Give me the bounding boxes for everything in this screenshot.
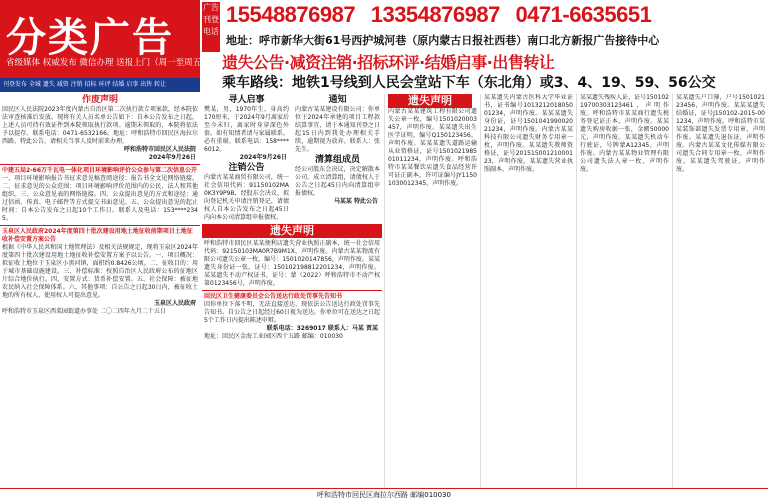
notice-text: 某某遗失户口簿，户号150102123456，声明作废。某某某遗失结婚证，证号J150102-2015-001234，声明作废。呼和浩特市某某装饰部遗失发票专用章，声明作废。某某遗失退伍证，声明作废。内蒙古某某文化传媒有限公司遗失合同专用章一枚，声明作废。某某遗失驾驶证，声明作废。 [676,94,765,173]
notice-text: 根据《中华人民共和国土地管理法》及相关法规规定，现将玉泉区2024年度第四十批次建设用地土地征收补偿安置方案予以公告。一、项目概况：拟征收土地位于玉泉区小黑河镇，面积约0.8426公顷。二、征收目的：用于城市基础设施建设。三、补偿标准：按照自治区人民政府公布的征地区片综合地价执行。四、安置方式：货币补偿安置。五、社会保障：被征地农民纳入社会保障体系。六、其他事项：自公告之日起30日内，被征收土地的所有权人、使用权人可提出意见。 [2,244,198,299]
section-banner: 遗失声明 [202,224,382,238]
notice-text: 呼和浩特市回民区某某便利店遗失营业执照正副本，统一社会信用代码：92150103MA0R7B9M1X，声明作废。内蒙古某某物流有限公司遗失公章一枚，编号：1501020147856，声明作废。某某遗失身份证一张，证号：150102198812201234，声明作废。某某遗失不动产权证书，证号：蒙（2022）呼和浩特市不动产权第0123456号，声明作废。 [204,240,380,287]
section-title: 通知 [328,95,347,105]
subcolumn [293,94,382,222]
section-title: 清算组成员 [314,155,360,165]
notice-date: 2024年9月26日 [148,154,196,161]
logo-title: 分类广告 [6,14,174,61]
address-line: 地址：回民区金海工业园区西十五路 邮编：010030 [204,333,343,340]
notice-footer: 呼和浩特市玉泉区西菜园街道办事处 二〇二四年九月二十五日 [2,308,166,315]
notice-signature: 玉泉区人民政府 [153,300,196,307]
office-address: 地址：呼市新华大街61号西护城河巷（原内蒙古日报社西巷）南口北方新报广告接待中心 [226,34,660,47]
transit-route: 乘车路线：地铁1号线到人民会堂站下车（东北角）或3、4、19、59、56公交 [222,75,716,91]
notice-signature: 呼和浩特市回民区人民法院 [123,146,196,153]
section-banner: 遗失声明 [388,94,472,108]
notice-text: 一、项目环境影响报告书征求意见稿查阅途径：报告书全文见网络链接。二、征求意见的公众范围：项目环境影响评价范围内的公民、法人和其他组织。三、公众意见表的网络链接。四、公众提出意见的方式和途径：通过信函、传真、电子邮件等方式提交书面意见。五、公众提出意见的起止时间：自本公告发布之日起10个工作日。联系人及电话：153****2345。 [2,175,198,222]
lost-notice-grid [384,94,768,500]
notice-text: 某某遗失内蒙古医科大学毕业证书，证书编号101321201805001234，声明作废。某某某遗失身份证，证号150104199002021234，声明作废。内蒙古某某科技有限公司遗失财务专用章一枚，声明作废。某某遗失教师资格证，证号20151500121000123，声明作废。某某遗失营业执照副本，声明作废。 [484,94,573,173]
section-title: 中建五局2-66万千瓦电一体化项目环境影响评价公众参与第二次信息公开 [2,167,198,174]
middle-subcolumns [202,94,382,222]
phone-number: 13354876987 [370,2,500,27]
notice-text: 回民区人民法院2023年度内蒙古自治区第二次执行款专项案款，经本院依法审查核准后发放，现将有关人员名单公告如下：自本公告发布之日起，上述人员可持有效证件到本院领取执行款项。逾期未领取的，本院将依法予以提存。联系电话：0471-6532166，地址：呼和浩特市回民区海拉尔西路。特此公告，请相关当事人及时前来办理。 [2,106,198,145]
lost-notice-column [576,94,672,500]
notice-text: 内蒙古某某建筑工程有限公司遗失公章一枚，编号1501020003457，声明作废。某某遗失出生医学证明，编号Q150123456，声明作废。某某某遗失道路运输从业资格证，证号150102198501011234，声明作废。呼和浩特市某某餐饮店遗失食品经营许可证正副本，许可证编号JY11501030012345，声明作废。 [388,108,477,187]
phone-number: 0471-6635651 [515,2,652,27]
section-title: 作废声明 [81,95,118,105]
subcolumn [202,94,291,222]
divider [0,225,200,226]
contact-line: 联系电话：3269017 联系人：马某 贾某 [266,325,378,332]
phone-side-tag: 广告刊登电话 [202,2,220,52]
column-right [384,94,768,500]
notice-text: 经公司股东会决议，决定解散本公司，成立清算组，请债权人于公告之日起45日内向清算组申报债权。 [295,166,380,197]
section-title: 回民区卫生健康委员会公告送达行政处罚事先告知书 [204,293,343,300]
divider [202,290,382,291]
page-footer: 呼和浩特市回民区海拉尔西路 邮编010030 [0,488,768,500]
logo-subtitle: 省级媒体 权威发布 微信办理 送报上门（周一至周五出刊） [6,58,227,68]
notice-date: 2024年9月26日 [239,154,287,161]
notice-text: 因你单位下落不明，无法直接送达，现依法公告送达行政处罚事先告知书。自公告之日起经过60日视为送达。你单位可在送达之日起5个工作日内提出陈述申辩。 [204,301,380,324]
section-title: 玉泉区人民政府2024年度第四十批次建设用地土地征收前期项目土地征收补偿安置方案公告 [2,228,193,243]
notice-text: 内蒙古某某商贸有限公司，统一社会信用代码：91150102MA0K3Y9P9B，经股东会决议，拟向登记机关申请注销登记，请债权人自本公告发布之日起45日内向本公司清算组申报债权。 [204,174,289,221]
divider [0,164,200,165]
service-slogan: 遗失公告·减资注销·招标环评·结婚启事·出售转让 [222,53,555,72]
phone-numbers [226,2,661,28]
lost-notice-column [480,94,576,500]
classified-body [0,94,768,500]
lost-notice-column [384,94,480,500]
phone-number: 15548876987 [226,2,356,27]
section-title: 寻人启事 [228,95,265,105]
column-left [0,94,200,500]
notice-text: 内蒙古某某建设有限公司：你单位于2024年承建的项目工程款结算事宜，请于本通知刊登之日起15日内到我处办理相关手续，逾期视为放弃。联系人：张先生。 [295,106,380,153]
notice-text: 樊某，男，1970年生，身高约170厘米，于2024年9月离家后至今未归，离家时身穿深色外套。如有知情者请与家属联系，必有重谢。联系电话：158****6012。 [204,106,289,153]
masthead [0,0,768,92]
notice-text: 某某遗失残疾人证，证号15010219700303123461，声明作废。呼和浩特市某某商行遗失税务登记证正本，声明作废。某某遗失购房收据一张，金额50000元，声明作废。某某遗失机动车行驶证，号牌蒙A12345，声明作废。内蒙古某某物业管理有限公司遗失法人章一枚，声明作废。 [580,94,669,173]
notice-signature: 马某某 特此公告 [333,198,378,205]
column-middle [202,94,382,500]
logo-strip: 刊登发布 全城 遗失 减资 注销 招标 环评 结婚 启事 出售 转让 [0,78,200,92]
lost-notice-column [672,94,768,500]
section-title: 注销公告 [228,163,265,173]
